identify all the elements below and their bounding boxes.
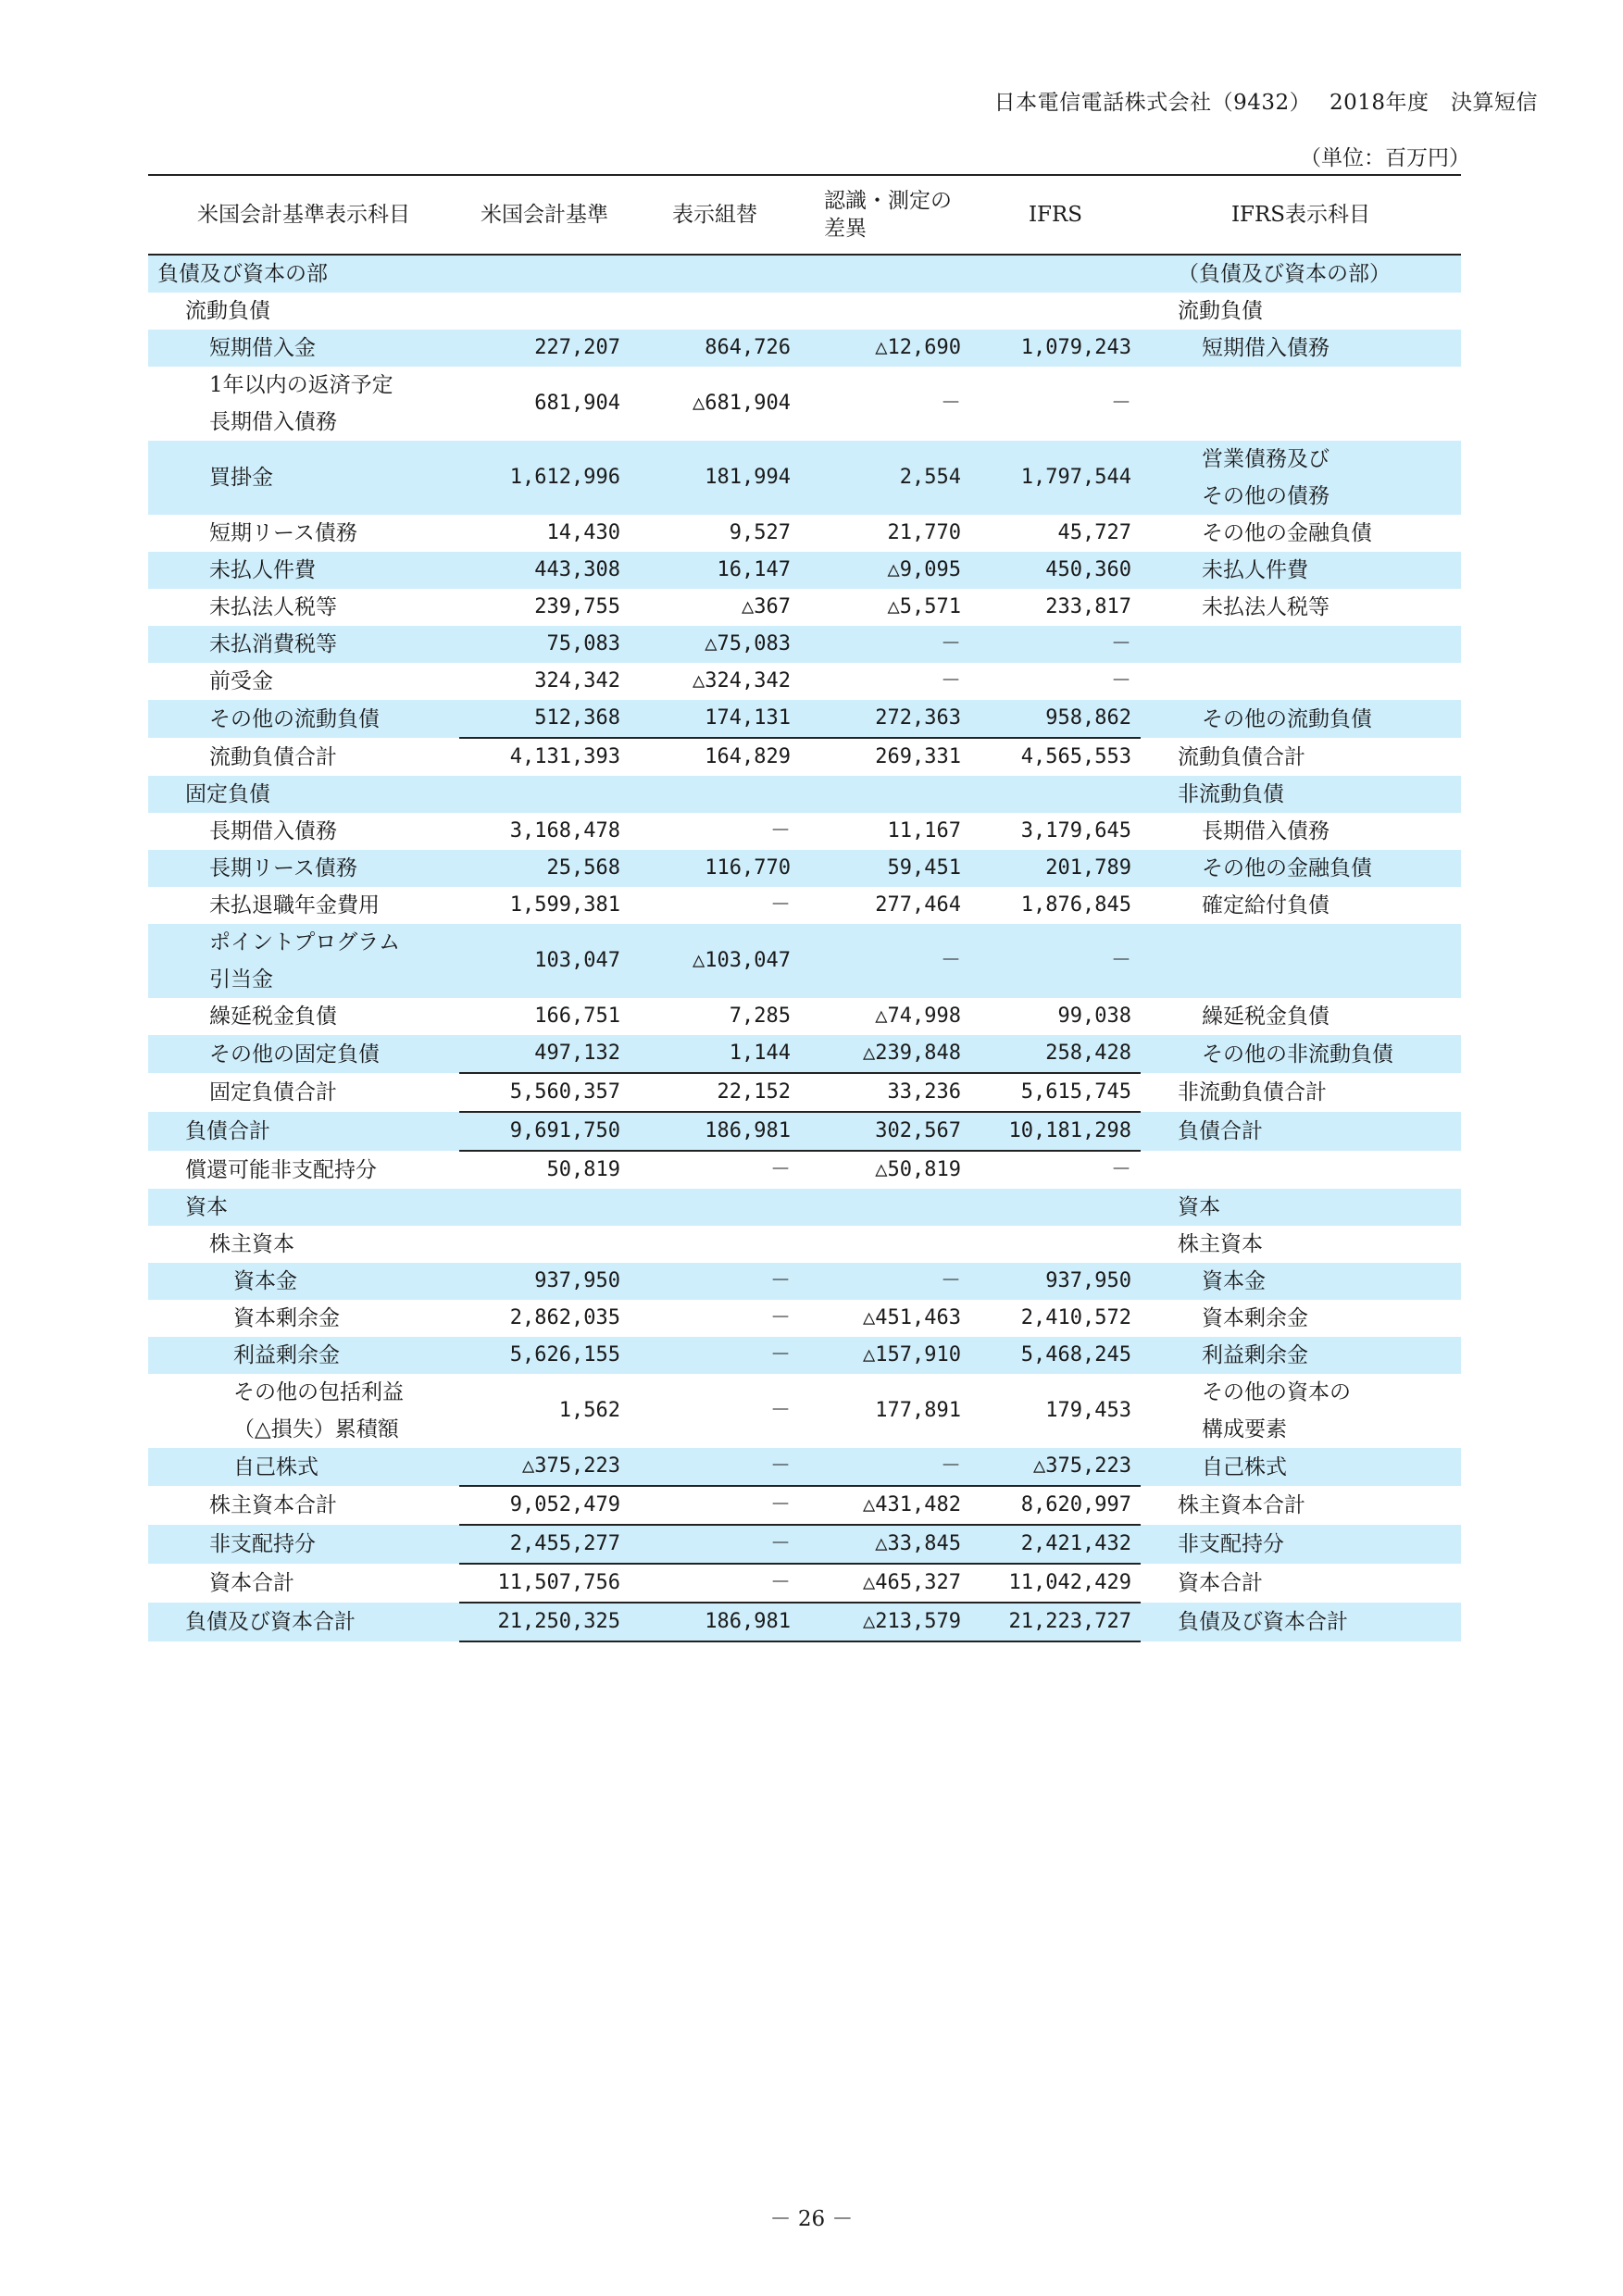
ifrs-item-label: 未払人件費 — [1202, 558, 1308, 582]
reclass-value — [630, 293, 800, 330]
table-row — [148, 1226, 1461, 1263]
usgaap-value: 2,455,277 — [459, 1525, 630, 1564]
ifrs-value: 937,950 — [1045, 1269, 1131, 1292]
reclass-value: － — [769, 1399, 791, 1422]
reclass-value: 186,981 — [630, 1603, 800, 1641]
table-row — [148, 1486, 1461, 1525]
recognition-diff-value: △12,690 — [875, 336, 961, 359]
usgaap-value: 11,507,756 — [459, 1564, 630, 1603]
recognition-diff-value: △451,463 — [863, 1306, 961, 1329]
ifrs-item-label: 株主資本合計 — [1178, 1493, 1305, 1517]
reclass-value: － — [630, 1151, 800, 1189]
ifrs-value: 2,421,432 — [970, 1525, 1141, 1564]
usgaap-item-label: 未払退職年金費用 — [209, 893, 380, 917]
usgaap-item-label: 前受金 — [209, 669, 273, 693]
usgaap-item-label: 負債合計 — [185, 1119, 270, 1143]
ifrs-item-label: 非支配持分 — [1178, 1532, 1284, 1556]
reclass-value: 186,981 — [630, 1112, 800, 1151]
usgaap-item-label: ポイントプログラム 引当金 — [209, 930, 401, 992]
ifrs-item-label: 負債及び資本合計 — [1178, 1610, 1348, 1634]
ifrs-item-label: その他の流動負債 — [1202, 706, 1372, 731]
ifrs-value — [970, 1226, 1141, 1263]
ifrs-value: － — [970, 1151, 1141, 1189]
reclass-value: △681,904 — [693, 392, 791, 415]
reclass-value: － — [769, 1269, 791, 1292]
usgaap-item-label: 短期借入金 — [209, 336, 316, 360]
usgaap-item-label: 資本剰余金 — [233, 1306, 340, 1330]
ifrs-value: 11,042,429 — [970, 1564, 1141, 1603]
reclass-value: 181,994 — [705, 466, 791, 489]
ifrs-item-label: 株主資本 — [1178, 1232, 1263, 1256]
table-row — [148, 293, 1461, 330]
table-row — [148, 924, 1461, 998]
reclass-value — [630, 255, 800, 293]
table-row — [148, 255, 1461, 293]
reclass-value: 116,770 — [705, 856, 791, 880]
ifrs-item-label — [1141, 924, 1461, 998]
recognition-diff-value: 59,451 — [887, 856, 961, 880]
usgaap-item-label: 自己株式 — [233, 1454, 318, 1479]
usgaap-value: 324,342 — [534, 669, 620, 693]
reclass-value: － — [769, 1343, 791, 1366]
usgaap-value: 9,052,479 — [459, 1486, 630, 1525]
table-row — [148, 1112, 1461, 1151]
usgaap-item-label: 長期借入債務 — [209, 819, 337, 843]
reclass-value: － — [769, 893, 791, 917]
ifrs-item-label: 資本 — [1178, 1195, 1220, 1219]
table-row — [148, 1189, 1461, 1226]
table-row — [148, 1035, 1461, 1073]
table-row — [148, 1525, 1461, 1564]
ifrs-item-label: その他の非流動負債 — [1202, 1042, 1393, 1067]
ifrs-value: 233,817 — [1045, 595, 1131, 618]
table-row — [148, 700, 1461, 738]
usgaap-value: 4,131,393 — [459, 738, 630, 776]
ifrs-item-label: 非流動負債合計 — [1178, 1080, 1327, 1104]
ifrs-value: 2,410,572 — [1020, 1306, 1131, 1329]
usgaap-value: 497,132 — [534, 1042, 620, 1065]
ifrs-item-label: 長期借入債務 — [1202, 819, 1330, 843]
ifrs-value: 5,468,245 — [1020, 1343, 1131, 1366]
table-row — [148, 663, 1461, 700]
reclass-value: 9,527 — [729, 521, 791, 544]
ifrs-item-label: その他の資本の 構成要素 — [1202, 1380, 1351, 1441]
recognition-diff-value: △239,848 — [863, 1042, 961, 1065]
usgaap-value: 1,612,996 — [509, 466, 620, 489]
usgaap-value — [459, 255, 630, 293]
col-header-ifrs-item: IFRS表示科目 — [1141, 175, 1461, 255]
usgaap-item-label: 繰延税金負債 — [209, 1004, 337, 1029]
usgaap-value: 25,568 — [546, 856, 620, 880]
usgaap-item-label: 資本合計 — [209, 1571, 294, 1595]
usgaap-item-label: 長期リース債務 — [209, 856, 357, 880]
recognition-diff-value: 177,891 — [875, 1399, 961, 1422]
usgaap-value: 75,083 — [546, 632, 620, 655]
recognition-diff-value: － — [940, 669, 961, 693]
recognition-diff-value: △50,819 — [800, 1151, 970, 1189]
reclass-value — [630, 776, 800, 813]
table-row — [148, 1073, 1461, 1112]
recognition-diff-value: △9,095 — [887, 558, 961, 581]
usgaap-item-label: 買掛金 — [209, 466, 273, 490]
reclass-value: 1,144 — [729, 1042, 791, 1065]
usgaap-item-label: 償還可能非支配持分 — [185, 1157, 377, 1182]
table-row — [148, 1300, 1461, 1337]
usgaap-item-label: その他の固定負債 — [209, 1042, 380, 1067]
usgaap-value: 14,430 — [546, 521, 620, 544]
table-row — [148, 1564, 1461, 1603]
usgaap-item-label: 短期リース債務 — [209, 521, 357, 545]
ifrs-item-label — [1141, 1151, 1461, 1189]
col-header-reclass: 表示組替 — [630, 175, 800, 255]
usgaap-item-label: 資本金 — [233, 1269, 297, 1293]
ifrs-value: － — [1110, 632, 1131, 655]
recognition-diff-value: － — [940, 392, 961, 415]
ifrs-item-label: 非流動負債 — [1178, 782, 1284, 806]
usgaap-value: 227,207 — [534, 336, 620, 359]
usgaap-item-label: 未払法人税等 — [209, 595, 337, 619]
usgaap-value — [459, 293, 630, 330]
recognition-diff-value: △213,579 — [800, 1603, 970, 1641]
recognition-diff-value: △465,327 — [800, 1564, 970, 1603]
ifrs-value — [970, 776, 1141, 813]
recognition-diff-value: △431,482 — [800, 1486, 970, 1525]
table-row — [148, 776, 1461, 813]
recognition-diff-value — [800, 255, 970, 293]
ifrs-value: － — [1110, 949, 1131, 972]
usgaap-item-label: 資本 — [185, 1195, 228, 1219]
usgaap-value — [459, 1226, 630, 1263]
recognition-diff-value: － — [940, 632, 961, 655]
ifrs-value: － — [1110, 669, 1131, 693]
usgaap-item-label: 負債及び資本の部 — [157, 262, 328, 286]
recognition-diff-value: △74,998 — [875, 1004, 961, 1028]
table-row — [148, 998, 1461, 1035]
usgaap-value: 512,368 — [534, 706, 620, 730]
usgaap-value: 9,691,750 — [459, 1112, 630, 1151]
reclass-value — [630, 1226, 800, 1263]
ifrs-item-label: 資本金 — [1202, 1269, 1266, 1293]
ifrs-value: 99,038 — [1057, 1004, 1131, 1028]
usgaap-value: 1,562 — [558, 1399, 620, 1422]
ifrs-item-label: （負債及び資本の部） — [1178, 262, 1391, 286]
ifrs-value: 1,079,243 — [1020, 336, 1131, 359]
usgaap-item-label: 流動負債合計 — [209, 744, 337, 769]
ifrs-item-label: 未払法人税等 — [1202, 595, 1330, 619]
ifrs-value — [970, 293, 1141, 330]
usgaap-item-label: 固定負債合計 — [209, 1080, 337, 1104]
ifrs-value: 258,428 — [1045, 1042, 1131, 1065]
recognition-diff-value — [800, 1226, 970, 1263]
usgaap-value — [459, 1189, 630, 1226]
ifrs-item-label: 資本合計 — [1178, 1571, 1263, 1595]
usgaap-item-label: 未払消費税等 — [209, 632, 337, 656]
usgaap-value: 5,626,155 — [509, 1343, 620, 1366]
reclass-value: 22,152 — [630, 1073, 800, 1112]
usgaap-item-label: 株主資本 — [209, 1232, 294, 1256]
recognition-diff-value: △157,910 — [863, 1343, 961, 1366]
recognition-diff-value: 11,167 — [887, 819, 961, 842]
ifrs-item-label: その他の金融負債 — [1202, 521, 1372, 545]
usgaap-value: 1,599,381 — [509, 893, 620, 917]
recognition-diff-value — [800, 776, 970, 813]
unit-label: （単位：百万円） — [1300, 146, 1470, 170]
usgaap-item-label: 利益剰余金 — [233, 1343, 340, 1367]
usgaap-value: 50,819 — [459, 1151, 630, 1189]
reclass-value: 864,726 — [705, 336, 791, 359]
usgaap-value: 937,950 — [534, 1269, 620, 1292]
recognition-diff-value: － — [940, 1454, 961, 1478]
ifrs-item-label — [1141, 626, 1461, 663]
col-header-usgaap-item: 米国会計基準表示科目 — [148, 175, 459, 255]
reclass-value: △367 — [742, 595, 791, 618]
table-row — [148, 738, 1461, 776]
reclass-value: － — [630, 1564, 800, 1603]
recognition-diff-value: 302,567 — [800, 1112, 970, 1151]
reclass-value: － — [630, 1525, 800, 1564]
reclass-value: 16,147 — [717, 558, 791, 581]
ifrs-value: 179,453 — [1045, 1399, 1131, 1422]
ifrs-item-label: 自己株式 — [1202, 1454, 1287, 1479]
table-row — [148, 367, 1461, 441]
reclass-value: △75,083 — [705, 632, 791, 655]
col-header-usgaap: 米国会計基準 — [459, 175, 630, 255]
ifrs-value: 450,360 — [1045, 558, 1131, 581]
recognition-diff-value: － — [940, 949, 961, 972]
ifrs-value: 45,727 — [1057, 521, 1131, 544]
usgaap-item-label: 負債及び資本合計 — [185, 1610, 356, 1634]
recognition-diff-value: 33,236 — [800, 1073, 970, 1112]
usgaap-value — [459, 776, 630, 813]
table-row — [148, 441, 1461, 515]
usgaap-item-label: 株主資本合計 — [209, 1493, 337, 1517]
usgaap-item-label: 固定負債 — [185, 782, 270, 806]
ifrs-item-label: 営業債務及び その他の債務 — [1202, 447, 1330, 508]
reclass-value: － — [769, 1454, 791, 1478]
usgaap-item-label: その他の流動負債 — [209, 706, 380, 731]
usgaap-value: 3,168,478 — [509, 819, 620, 842]
usgaap-value: 166,751 — [534, 1004, 620, 1028]
table-row — [148, 813, 1461, 850]
ifrs-item-label: 資本剰余金 — [1202, 1306, 1308, 1330]
reconciliation-table — [148, 174, 1461, 1642]
ifrs-value: 4,565,553 — [970, 738, 1141, 776]
ifrs-item-label — [1141, 663, 1461, 700]
col-header-recognition-diff-text: 認識・測定の 差異 — [824, 189, 952, 241]
usgaap-value: △375,223 — [522, 1454, 620, 1478]
table-row — [148, 1603, 1461, 1641]
ifrs-value: 21,223,727 — [970, 1603, 1141, 1641]
ifrs-item-label: 繰延税金負債 — [1202, 1004, 1330, 1029]
recognition-diff-value: 277,464 — [875, 893, 961, 917]
recognition-diff-value: － — [940, 1269, 961, 1292]
ifrs-item-label: 短期借入債務 — [1202, 336, 1330, 360]
usgaap-item-label: 未払人件費 — [209, 558, 316, 582]
ifrs-value: 201,789 — [1045, 856, 1131, 880]
ifrs-item-label: 流動負債合計 — [1178, 744, 1305, 769]
ifrs-value: 958,862 — [1045, 706, 1131, 730]
ifrs-item-label: その他の金融負債 — [1202, 856, 1372, 880]
reclass-value: 174,131 — [705, 706, 791, 730]
ifrs-value: 1,876,845 — [1020, 893, 1131, 917]
table-row — [148, 515, 1461, 552]
usgaap-item-label: その他の包括利益 （△損失）累積額 — [233, 1380, 404, 1441]
usgaap-item-label: 1年以内の返済予定 長期借入債務 — [209, 373, 393, 434]
reclass-value: － — [769, 1306, 791, 1329]
usgaap-item-label: 非支配持分 — [209, 1532, 316, 1556]
table-row — [148, 626, 1461, 663]
reclass-value: 7,285 — [729, 1004, 791, 1028]
ifrs-value: 1,797,544 — [1020, 466, 1131, 489]
ifrs-item-label: 利益剰余金 — [1202, 1343, 1308, 1367]
reclass-value — [630, 1189, 800, 1226]
usgaap-value: 443,308 — [534, 558, 620, 581]
table-row — [148, 552, 1461, 589]
ifrs-item-label: 流動負債 — [1178, 299, 1263, 323]
ifrs-item-label: 確定給付負債 — [1202, 893, 1330, 917]
recognition-diff-value: 269,331 — [800, 738, 970, 776]
table-row — [148, 1337, 1461, 1374]
table-body — [148, 255, 1461, 1641]
usgaap-value: 103,047 — [534, 949, 620, 972]
table-row — [148, 589, 1461, 626]
usgaap-value: 5,560,357 — [459, 1073, 630, 1112]
usgaap-value: 239,755 — [534, 595, 620, 618]
ifrs-value: 8,620,997 — [970, 1486, 1141, 1525]
recognition-diff-value: 272,363 — [875, 706, 961, 730]
recognition-diff-value: △5,571 — [887, 595, 961, 618]
ifrs-item-label — [1141, 367, 1461, 441]
recognition-diff-value — [800, 1189, 970, 1226]
reclass-value: － — [630, 1486, 800, 1525]
ifrs-value: 3,179,645 — [1020, 819, 1131, 842]
table-row — [148, 1448, 1461, 1486]
ifrs-value: 5,615,745 — [970, 1073, 1141, 1112]
ifrs-value — [970, 255, 1141, 293]
report-header: 日本電信電話株式会社（9432） 2018年度 決算短信 — [993, 91, 1538, 115]
table-row — [148, 887, 1461, 924]
reclass-value: 164,829 — [630, 738, 800, 776]
recognition-diff-value: △33,845 — [800, 1525, 970, 1564]
table-row — [148, 1151, 1461, 1189]
ifrs-value — [970, 1189, 1141, 1226]
ifrs-value: － — [1110, 392, 1131, 415]
table-row — [148, 1263, 1461, 1300]
usgaap-item-label: 流動負債 — [185, 299, 270, 323]
ifrs-value: △375,223 — [1033, 1454, 1131, 1478]
col-header-ifrs: IFRS — [970, 175, 1141, 255]
recognition-diff-value — [800, 293, 970, 330]
table-row — [148, 330, 1461, 367]
table-header-row — [148, 175, 1461, 255]
usgaap-value: 2,862,035 — [509, 1306, 620, 1329]
recognition-diff-value: 2,554 — [899, 466, 961, 489]
reclass-value: △324,342 — [693, 669, 791, 693]
usgaap-value: 681,904 — [534, 392, 620, 415]
table-row — [148, 1374, 1461, 1448]
reclass-value: － — [769, 819, 791, 842]
ifrs-item-label: 負債合計 — [1178, 1119, 1263, 1143]
ifrs-value: 10,181,298 — [970, 1112, 1141, 1151]
page-number: － 26 － — [769, 2207, 854, 2231]
recognition-diff-value: 21,770 — [887, 521, 961, 544]
table-row — [148, 850, 1461, 887]
usgaap-value: 21,250,325 — [459, 1603, 630, 1641]
reclass-value: △103,047 — [693, 949, 791, 972]
col-header-recognition-diff — [800, 175, 970, 255]
